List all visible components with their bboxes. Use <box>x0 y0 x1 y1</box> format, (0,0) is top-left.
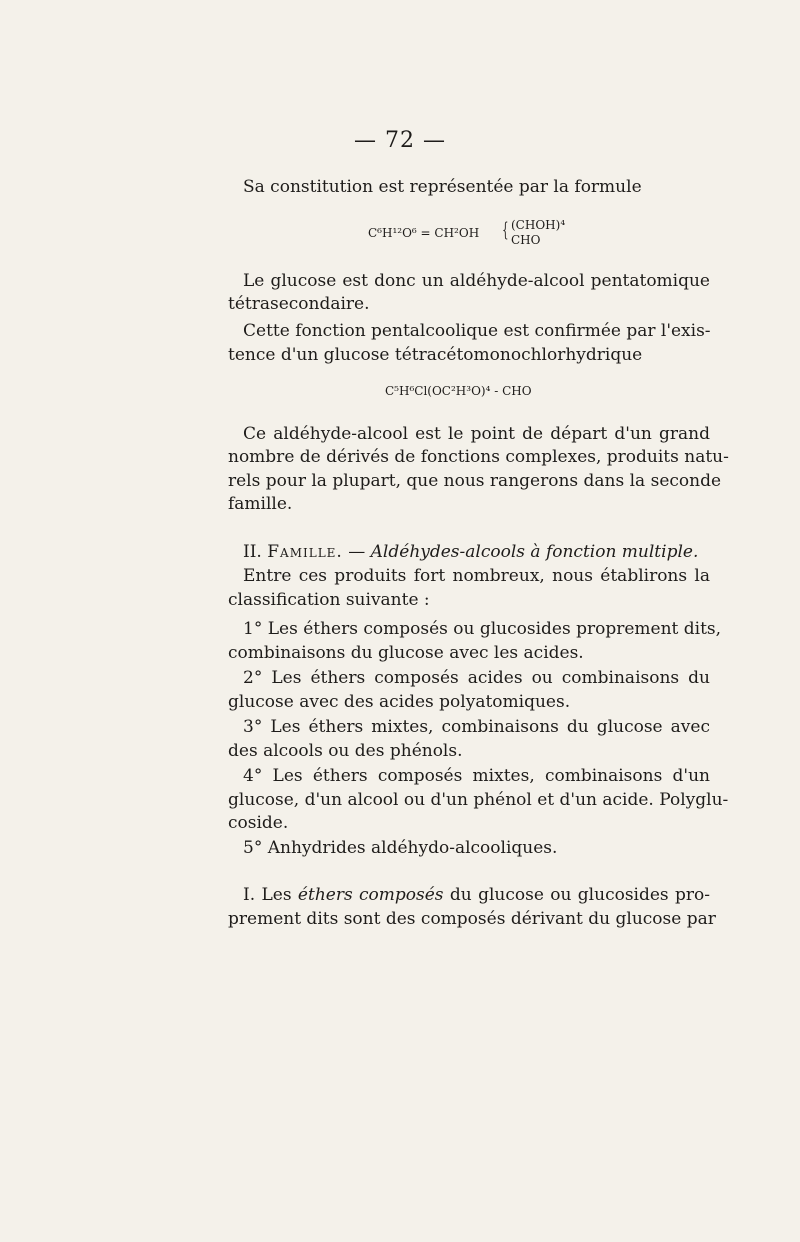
text-line: 2° Les éthers composés acides ou combinaisons du <box>243 668 710 688</box>
text-line: tétrasecondaire. <box>228 294 370 314</box>
formula-top: (CHOH)⁴ <box>511 218 566 232</box>
text-line: 4° Les éthers composés mixtes, combinaisons d'un <box>243 766 710 786</box>
section-dash: — <box>348 542 366 562</box>
text-line: glucose, d'un alcool ou d'un phénol et d'un acide. Polyglu- <box>228 790 729 810</box>
text-line: 3° Les éthers mixtes, combinaisons du glucose avec <box>243 717 710 737</box>
section-heading <box>243 541 725 563</box>
text-line: tence d'un glucose tétracétomonochlorhydrique <box>228 345 643 365</box>
text-line: famille. <box>228 494 293 514</box>
section-label: Famille. <box>267 542 343 562</box>
text-line: combinaisons du glucose avec les acides. <box>228 643 584 663</box>
text-line: des alcools ou des phénols. <box>228 741 463 761</box>
text-line: prement dits sont des composés dérivant du glucose par <box>228 909 716 929</box>
section-number: II. <box>243 542 262 562</box>
page-number: — 72 — <box>354 128 446 153</box>
chlorhydric-formula: C⁵H⁶Cl(OC²H³O)⁴ - CHO <box>385 384 532 398</box>
text-line: coside. <box>228 813 289 833</box>
text-line: nombre de dérivés de fonctions complexes, produits natu- <box>228 447 729 467</box>
text-line: Cette fonction pentalcoolique est confirmée par l'exis- <box>243 321 711 341</box>
text-span: du glucose ou glucosides pro- <box>449 885 710 905</box>
text-line: 1° Les éthers composés ou glucosides proprement dits, <box>243 619 722 639</box>
formula-left: C⁶H¹²O⁶ = CH²OH <box>368 226 480 240</box>
emphasis-text: éthers composés <box>297 885 444 905</box>
text-line: rels pour la plupart, que nous rangerons dans la seconde <box>228 471 722 491</box>
section-title: Aldéhydes-alcools à fonction multiple. <box>370 542 699 562</box>
text-line: classification suivante : <box>228 590 430 610</box>
text-line: glucose avec des acides polyatomiques. <box>228 692 571 712</box>
intro-text: Sa constitution est représentée par la formule <box>243 177 642 197</box>
text-line: Le glucose est donc un aldéhyde-alcool pentatomique <box>243 271 710 291</box>
text-line: Ce aldéhyde-alcool est le point de départ d'un grand <box>243 424 710 444</box>
brace-symbol: { <box>502 217 509 241</box>
text-line: 5° Anhydrides aldéhydo-alcooliques. <box>243 838 558 858</box>
text-line: Entre ces produits fort nombreux, nous établirons la <box>243 566 710 586</box>
text-line <box>243 884 710 906</box>
text-span: I. Les <box>243 885 292 905</box>
formula-bottom: CHO <box>511 233 541 247</box>
